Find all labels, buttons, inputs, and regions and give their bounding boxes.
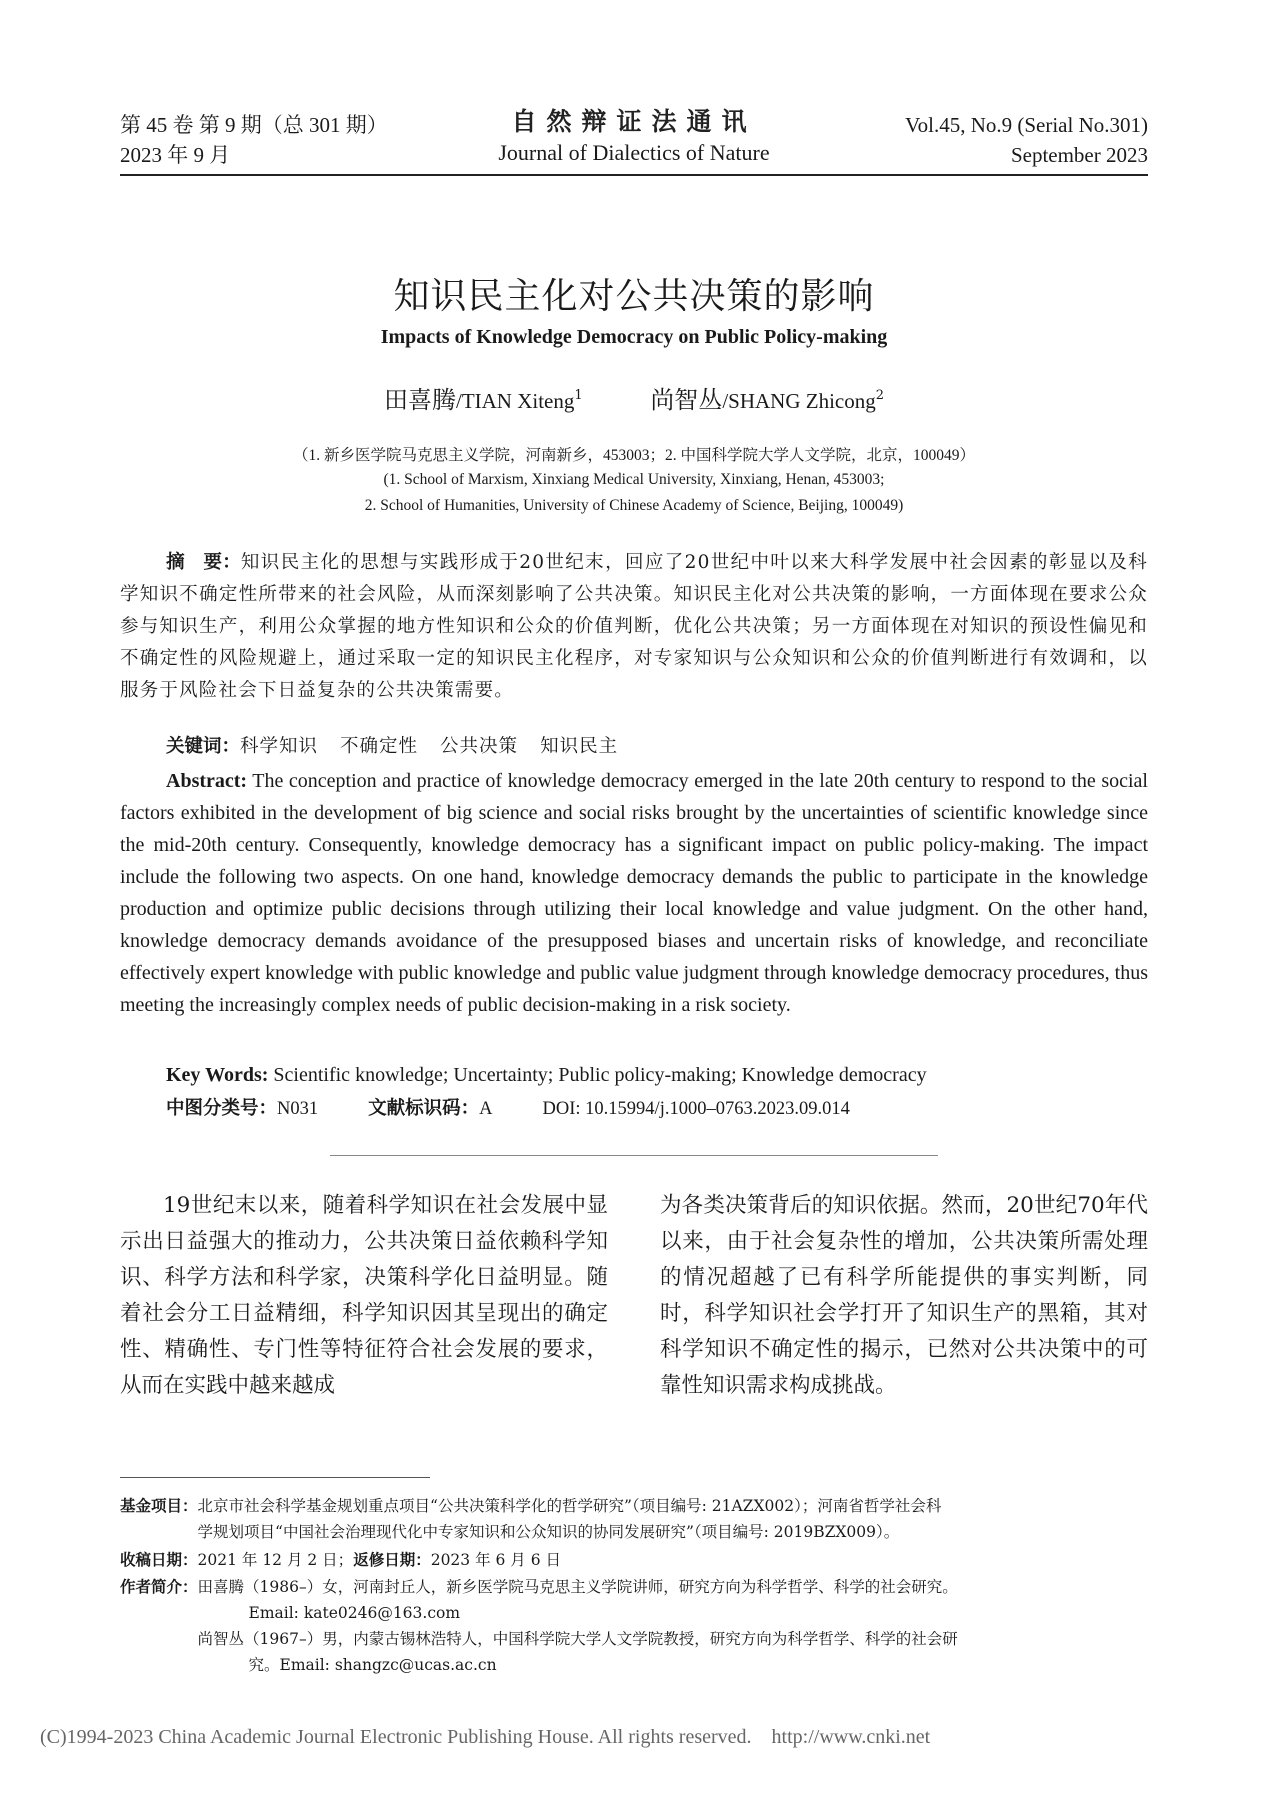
keywords-cn-label: 关键词： [166,736,241,757]
keyword-cn: 知识民主 [540,736,619,757]
journal-title-cn: 自然辩证法通讯 [511,109,757,136]
footnote-fund [120,1493,1148,1545]
keywords-cn [120,731,1148,763]
body-column-left [120,1188,608,1404]
affiliation-cn: （1. 新乡医学院马克思主义学院，河南新乡，453003；2. 中国科学院大学人文学院，北京，100049） [292,447,975,464]
footnote-authors [120,1574,1148,1678]
received-value: 2021 年 12 月 2 日； [197,1551,354,1569]
received-label: 收稿日期： [120,1551,198,1569]
abstract-en-text: The conception and practice of knowledge democracy emerged in the late 20th century to respond to the social factors exhibited in the development of big science and social risks brought by the uncertainties of scientific knowledge since the mid-20th century. Consequently, knowledge democracy has a significant impact on public policy-making. The impact include the following two aspects. On one hand, knowledge democracy demands the public to participate in the knowledge production and optimize public decisions through utilizing their local knowledge and value judgment. On the other hand, knowledge democracy demands avoidance of the presupposed biases and uncertain risks of knowledge, and reconciliate effectively expert knowledge with public knowledge and public value judgment through knowledge democracy procedures, thus meeting the increasingly complex needs of public decision-making in a risk society. [120,770,1148,1016]
header-issue-info-en [905,110,1148,170]
revised-label: 返修日期： [353,1551,431,1569]
abstract-en [120,765,1148,1021]
body-paragraph: 19世纪末以来，随着科学知识在社会发展中显示出日益强大的推动力，公共决策日益依赖科学知识、科学方法和科学家，决策科学化日益明显。随着社会分工日益精细，科学知识因其呈现出的确定性、精确性、专门性等特征符合社会发展的要求，从而在实践中越来越成 [120,1193,608,1398]
header-date-cn: 2023 年 9 月 [120,143,231,167]
paper-title-cn: 知识民主化对公共决策的影响 [393,276,875,317]
author-2-name-en: /SHANG Zhicong [722,389,876,413]
fund-text-2: 学规划项目“中国社会治理现代化中专家知识和公众知识的协同发展研究”（项目编号: 2019BZX009）。 [197,1523,900,1541]
header-volume-en: Vol.45, No.9 (Serial No.301) [905,113,1148,137]
revised-value: 2023 年 6 月 6 日 [430,1551,562,1569]
author-bio-label: 作者简介： [120,1578,198,1596]
affiliation-en-1: (1. School of Marxism, Xinxiang Medical University, Xinxiang, Henan, 453003; [383,471,885,488]
footnote-dates [120,1547,1148,1573]
keyword-cn: 科学知识 [240,736,319,757]
keyword-cn: 不确定性 [340,736,419,757]
doc-code-value: A [479,1099,493,1119]
section-divider [330,1155,938,1156]
fund-text-1: 北京市社会科学基金规划重点项目“公共决策科学化的哲学研究”（项目编号: 21AZX002）；河南省哲学社会科 [197,1497,942,1515]
fund-label: 基金项目： [120,1497,198,1515]
author-1-name-cn: 田喜腾 [383,386,456,414]
abstract-en-label: Abstract: [166,770,248,792]
author-2-bio: 尚智丛（1967–）男，内蒙古锡林浩特人，中国科学院大学人文学院教授，研究方向为科学哲学、科学的社会研 [197,1630,958,1648]
author-1-affil-mark: 1 [574,388,583,403]
keywords-en [166,1059,1146,1091]
paper-title-en: Impacts of Knowledge Democracy on Public Policy-making [380,326,888,348]
abstract-cn [120,547,1148,707]
clc-value: N031 [277,1099,319,1119]
author-1-email: Email: kate0246@163.com [248,1604,461,1622]
keywords-en-label: Key Words: [166,1064,269,1086]
author-2-email: 究。Email: shangzc@ucas.ac.cn [248,1656,497,1674]
header-divider [120,174,1148,176]
journal-title-en: Journal of Dialectics of Nature [498,140,770,165]
classification-line [166,1093,1146,1125]
body-column-right [660,1188,1148,1404]
author-1 [384,380,583,415]
abstract-cn-text: 知识民主化的思想与实践形成于20世纪末，回应了20世纪中叶以来大科学发展中社会因素的彰显以及科学知识不确定性所带来的社会风险，从而深刻影响了公共决策。知识民主化对公共决策的影响，一方面体现在要求公众参与知识生产，利用公众掌握的地方性知识和公众的价值判断，优化公共决策；另一方面体现在对知识的预设性偏见和不确定性的风险规避上，通过采取一定的知识民主化程序，对专家知识与公众知识和公众的价值判断进行有效调和，以服务于风险社会下日益复杂的公共决策需要。 [120,552,1148,701]
keywords-en-text: Scientific knowledge; Uncertainty; Public policy-making; Knowledge democracy [268,1064,927,1086]
affiliation-en-2: 2. School of Humanities, University of Chinese Academy of Science, Beijing, 100049) [364,497,904,514]
author-1-name-en: /TIAN Xiteng [455,389,575,413]
author-1-bio: 田喜腾（1986–）女，河南封丘人，新乡医学院马克思主义学院讲师，研究方向为科学哲学、科学的社会研究。 [197,1578,958,1596]
author-2-name-cn: 尚智丛 [650,386,723,414]
doi: DOI: 10.15994/j.1000–0763.2023.09.014 [542,1099,850,1119]
author-2-affil-mark: 2 [875,388,885,403]
doc-code-label: 文献标识码： [368,1098,480,1119]
copyright-notice: (C)1994-2023 China Academic Journal Electronic Publishing House. All rights reserved. http://www.cnki.net [40,1726,931,1748]
keyword-cn: 公共决策 [440,736,519,757]
author-list [0,380,1268,415]
header-date-en: September 2023 [1010,143,1148,167]
body-paragraph: 为各类决策背后的知识依据。然而，20世纪70年代以来，由于社会复杂性的增加，公共决策所需处理的情况超越了已有科学所能提供的事实判断，同时，科学知识社会学打开了知识生产的黑箱，其对科学知识不确定性的揭示，已然对公共决策中的可靠性知识需求构成挑战。 [660,1193,1148,1398]
author-2 [650,380,884,415]
clc-label: 中图分类号： [166,1098,278,1119]
abstract-cn-label: 摘 要： [166,552,241,573]
footnote-divider [120,1477,430,1478]
header-volume: 第 45 卷 第 9 期（总 301 期） [120,113,388,137]
